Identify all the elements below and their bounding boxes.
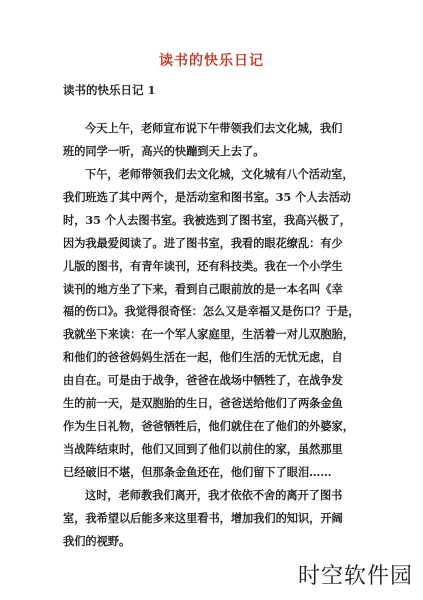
text-line: 今天上午，老师宣布说下午带领我们去文化城，我们 <box>85 121 343 135</box>
text-line: 福的伤口》。我觉得很奇怪：怎么又是幸福又是伤口？于是， <box>63 304 360 319</box>
paragraph-1 <box>63 117 363 163</box>
text-line: 我们班选了其中两个，是活动室和图书室。35 个人去活动 <box>63 189 351 204</box>
text-line: 室，我希望以后能多来这里看书，增加我们的知识，开阔 <box>63 510 343 525</box>
text-line: 我就坐下来读：在一个军人家庭里，生活着一对儿双胞胎， <box>63 327 354 342</box>
text-line: 由自在。可是由于战争，爸爸在战场中牺牲了，在战争发 <box>63 373 343 388</box>
document-subtitle: 读书的快乐日记 1 <box>63 83 156 97</box>
text-line: 我们的视野。 <box>63 533 131 548</box>
text-line: 下午，老师带领我们去文化城，文化城有八个活动室， <box>85 167 354 181</box>
text-line: 因为我最爱阅读了。进了图书室，我看的眼花缭乱：有少 <box>63 235 343 250</box>
text-line: 读刊的地方坐了下来，看到自己眼前放的是一本名叫《幸 <box>63 281 343 296</box>
text-line: 儿版的图书，有青年读刊，还有科技类。我在一个小学生 <box>63 258 343 273</box>
paragraph-3 <box>63 484 363 553</box>
text-line: 作为生日礼物，爸爸牺牲后，他们就住在了他们的外婆家， <box>63 418 354 433</box>
document-title: 读书的快乐日记 <box>159 53 264 69</box>
text-line: 生的前一天，是双胞胎的生日，爸爸送给他们了两条金鱼 <box>63 396 343 411</box>
text-line: 时，35 个人去图书室。我被选到了图书室，我高兴极了， <box>63 212 351 227</box>
text-line: 和他们的爸爸妈妈生活在一起，他们生活的无忧无虑，自 <box>63 350 343 365</box>
text-line: 这时，老师教我们离开，我才依依不舍的离开了图书 <box>85 488 343 502</box>
paragraph-2 <box>63 163 363 484</box>
text-line: 已经破旧不堪，但那条金鱼还在，他们留下了眼泪…… <box>63 464 332 479</box>
watermark: 时空软件园 <box>297 564 413 589</box>
text-line: 班的同学一听，高兴的快蹦到天上去了。 <box>63 143 265 158</box>
text-line: 当战阵结束时，他们又回到了他们以前住的家，虽然那里 <box>63 441 343 456</box>
